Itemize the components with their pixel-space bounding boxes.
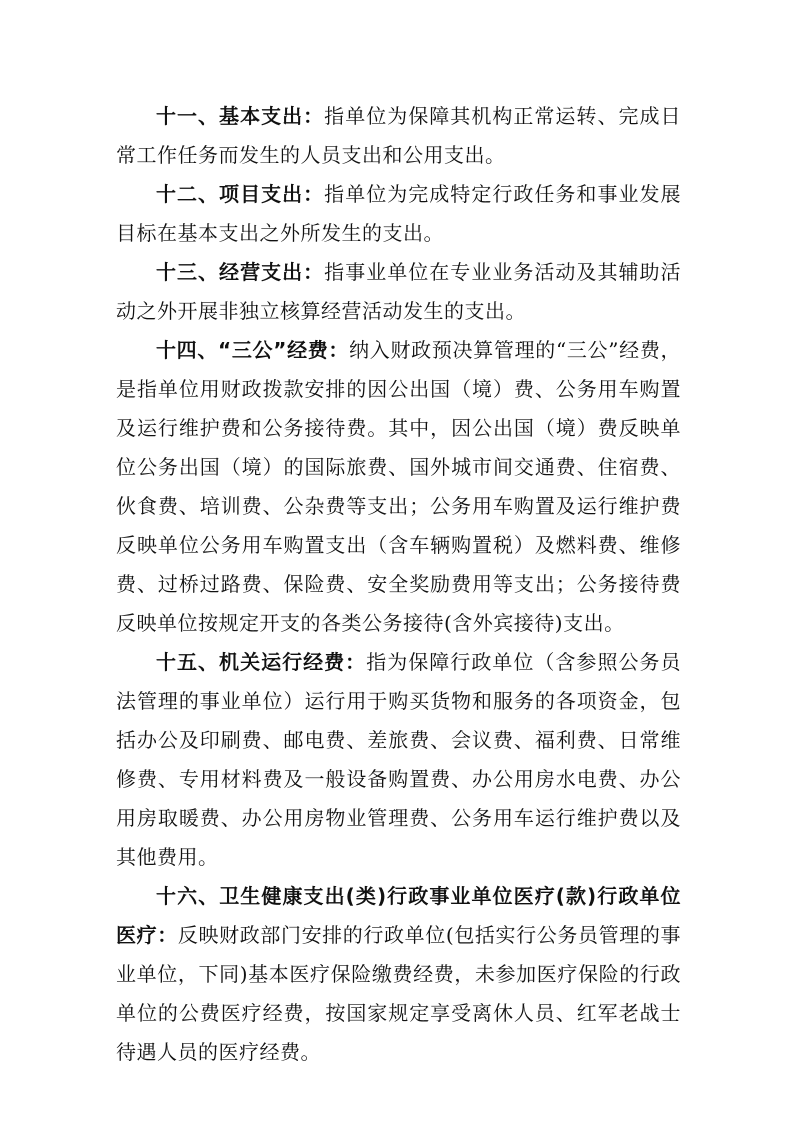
term-heading: 十四、“三公”经费：	[156, 338, 350, 362]
paragraph-operating-expenditure	[116, 253, 681, 331]
term-definition: 反映财政部门安排的行政单位(包括实行公务员管理的事业单位，下同)基本医疗保险缴费经费，未参加医疗保险的行政单位的公费医疗经费，按国家规定享受离休人员、红军老战士待遇人员的医疗经费。	[116, 923, 681, 1064]
term-heading: 十一、基本支出：	[156, 104, 325, 128]
paragraph-basic-expenditure	[116, 97, 681, 175]
paragraph-project-expenditure	[116, 175, 681, 253]
term-definition: 指事业单位在专业业务活动及其辅助活动之外开展非独立核算经营活动发生的支出。	[116, 260, 682, 323]
term-heading: 十二、项目支出：	[156, 182, 325, 206]
term-heading: 十三、经营支出：	[156, 260, 325, 284]
term-heading: 十六、卫生健康支出(类)行政事业单位医疗(款)行政单位医疗：	[116, 884, 681, 947]
term-definition: 指单位为保障其机构正常运转、完成日常工作任务而发生的人员支出和公用支出。	[116, 104, 682, 167]
document-page	[116, 97, 681, 1072]
term-definition: 纳入财政预决算管理的“三公”经费，是指单位用财政拨款安排的因公出国（境）费、公务用车购置及运行维护费和公务接待费。其中，因公出国（境）费反映单位公务出国（境）的国际旅费、国外城市间交通费、住宿费、伙食费、培训费、公杂费等支出；公务用车购置及运行维护费反映单位公务用车购置支出（含车辆购置税）及燃料费、维修费、过桥过路费、保险费、安全奖励费用等支出；公务接待费反映单位按规定开支的各类公务接待(含外宾接待)支出。	[116, 338, 681, 635]
term-definition: 指单位为完成特定行政任务和事业发展目标在基本支出之外所发生的支出。	[116, 182, 682, 245]
term-definition: 指为保障行政单位（含参照公务员法管理的事业单位）运行用于购买货物和服务的各项资金，包括办公及印刷费、邮电费、差旅费、会议费、福利费、日常维修费、专用材料费及一般设备购置费、办公用房水电费、办公用房取暖费、办公用房物业管理费、公务用车运行维护费以及其他费用。	[116, 650, 682, 869]
paragraph-agency-operating-expenses	[116, 643, 681, 877]
term-heading: 十五、机关运行经费：	[156, 650, 367, 674]
paragraph-health-medical-expenditure	[116, 877, 681, 1072]
paragraph-three-public-expenses	[116, 331, 681, 643]
